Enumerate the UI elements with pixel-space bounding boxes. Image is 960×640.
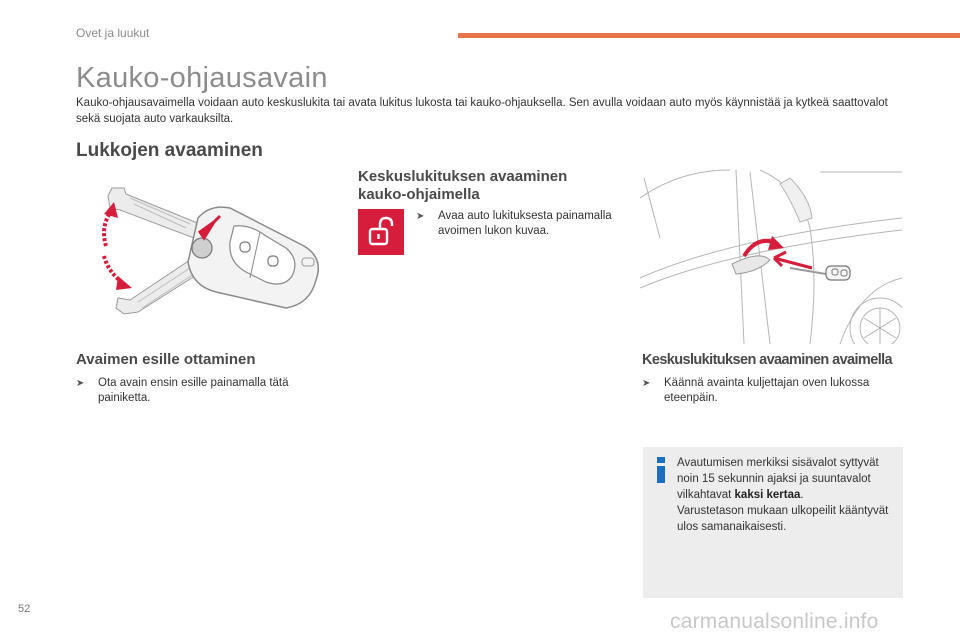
bullet-marker-icon: ➤	[642, 378, 651, 389]
insert-arrow-icon	[774, 252, 812, 268]
key-in-lock	[790, 266, 850, 280]
turn-arrow-icon	[744, 236, 784, 256]
page-title: Kauko-ohjausavain	[76, 62, 328, 94]
rotation-arrows-icon	[104, 202, 132, 290]
heading-key-unlock: Keskuslukituksen avaaminen avaimella	[642, 352, 893, 368]
intro-paragraph: Kauko-ohjausavaimella voidaan auto keskuslukita tai avata lukitus lukosta tai kauko-ohjauksella. Sen avulla voidaan auto myös käynnistää ja kytkeä saattovalot sekä suojata auto varkauksilta.	[76, 97, 888, 125]
key-unlock-instruction: ➤ Käännä avainta kuljettajan oven lukossa eteenpäin.	[642, 377, 870, 404]
unlock-padlock-icon	[358, 209, 404, 255]
door-drawing	[640, 168, 902, 344]
heading-remote-unlock: Keskuslukituksen avaaminen kauko-ohjaimella	[358, 168, 568, 203]
key-blade-folded	[108, 188, 200, 238]
heading-key-release: Avaimen esille ottaminen	[76, 351, 256, 368]
key-fob-illustration	[90, 180, 330, 320]
section-label: Ovet ja luukut	[76, 26, 150, 40]
bullet-marker-icon: ➤	[76, 378, 85, 389]
watermark: carmanualsonline.info	[670, 610, 879, 633]
header-accent-bar	[458, 33, 960, 38]
info-text: Avautumisen merkiksi sisävalot syttyvät noin 15 sekunnin ajaksi ja suuntavalot vilkahtavat kaksi kertaa. Varustetason mukaan ulkopeilit kääntyvät ulos samanaikaisesti.	[677, 457, 889, 533]
bullet-marker-icon: ➤	[416, 211, 425, 222]
key-release-instruction: ➤ Ota avain ensin esille painamalla tätä painiketta.	[76, 377, 289, 404]
door-lock-illustration	[640, 168, 902, 344]
window-line	[640, 170, 730, 198]
key-release-button	[192, 238, 212, 258]
section-heading: Lukkojen avaaminen	[76, 140, 263, 161]
info-box	[643, 447, 903, 598]
door-handle	[732, 256, 770, 274]
info-emphasis: kaksi kertaa	[734, 489, 801, 501]
page-number: 52	[18, 603, 31, 615]
info-icon	[653, 457, 669, 483]
remote-unlock-instruction: ➤ Avaa auto lukituksesta painamalla avoimen lukon kuvaa.	[416, 210, 612, 237]
key-fob-drawing	[90, 180, 330, 320]
fob-body	[188, 207, 318, 308]
